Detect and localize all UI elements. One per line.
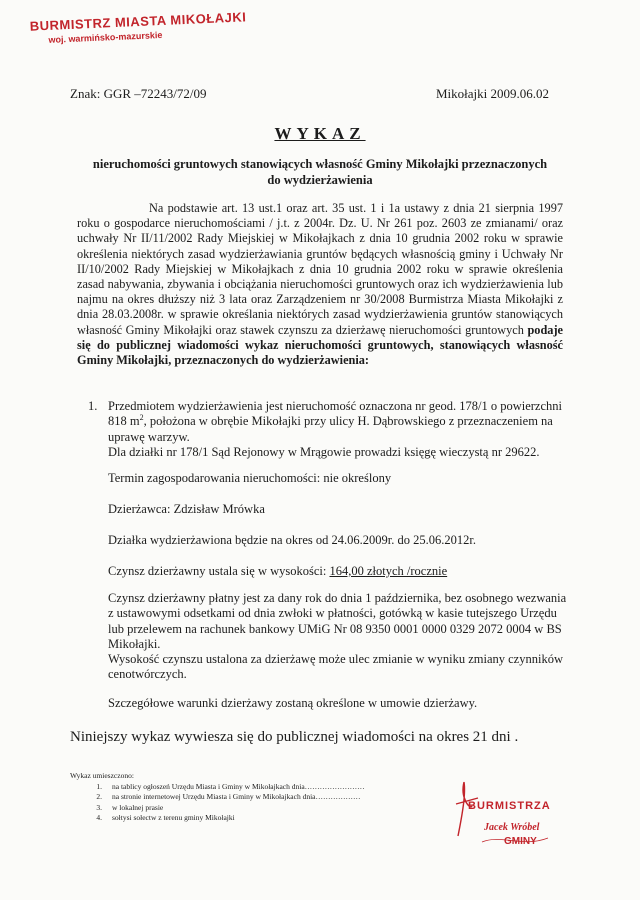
subtitle-line-2: do wydzierżawienia xyxy=(267,173,373,187)
closing-statement: Niniejszy wykaz wywiesza się do publicznej wiadomości na okres 21 dni . xyxy=(70,729,519,745)
posting-footnotes xyxy=(70,771,365,824)
intro-paragraph xyxy=(77,201,563,368)
rent-value: 164,00 złotych /rocznie xyxy=(329,564,448,578)
rent-label: Czynsz dzierżawny ustala się w wysokości: xyxy=(108,564,330,578)
item-description xyxy=(108,399,570,460)
detailed-conditions: Szczegółowe warunki dzierżawy zostaną określone w umowie dzierżawy. xyxy=(108,696,478,710)
footnote-item: 1. na tablicy ogłoszeń Urzędu Miasta i Gminy w Mikołajkach dnia…………………… xyxy=(96,781,365,791)
payment-terms: Czynsz dzierżawny płatny jest za dany rok do dnia 1 października, bez osobnego wezwania z ustawowymi odsetkami od dnia zwłoki w płatności, gotówką w kasie tutejszego Urzędu lub przelewem na rachunek bankowy UMiG Nr 08 9350 0001 0000 0329 2072 0004 w BS Mikołajki. xyxy=(108,591,567,651)
document-subtitle xyxy=(80,156,560,188)
land-registry: Dla działki nr 178/1 Sąd Rejonowy w Mrągowie prowadzi księgę wieczystą nr 29622. xyxy=(108,444,540,459)
signature-stamp-line-1: BURMISTRZA xyxy=(468,800,551,812)
footnote-item: 3. w lokalnej prasie xyxy=(96,802,164,812)
subtitle-line-1: nieruchomości gruntowych stanowiących własność Gminy Mikołajki przeznaczonych xyxy=(92,157,548,171)
stamp-line-2: woj. warmińsko-mazurskie xyxy=(48,29,163,45)
footnote-item: 2. na stronie internetowej Urzędu Miasta i Gminy w Mikołajkach dnia……………… xyxy=(96,792,361,801)
rent-amount xyxy=(108,564,570,579)
item-desc-b: , położona w obrębie Mikołajki przy ulicy H. Dąbrowskiego z przeznaczeniem na uprawę warzyw. xyxy=(108,414,553,444)
development-term: Termin zagospodarowania nieruchomości: nie określony xyxy=(108,471,392,485)
reference-number: Znak: GGR –72243/72/09 xyxy=(70,86,207,101)
intro-text: Na podstawie art. 13 ust.1 oraz art. 35 ust. 1 i 1a ustawy z dnia 21 sierpnia 1997 roku o gospodarce nieruchomościami / j.t. z 2004r. Dz. U. Nr 261 poz. 2603 ze zmianami/ oraz uchwały Nr II/11/2002 Rady Miejskiej w Mikołajkach z dnia 10 grudnia 2002 roku w sprawie określenia niektórych zasad wydzierżawiania gruntów będących własnością gminy i Uchwały Nr II/10/2002 Rady Miejskiej w Mikołajkach z dnia 10 grudnia 2002 roku w sprawie określenia zasad nabywania, zbywania i obciążania nieruchomości gruntowych oraz ich wydzierżawienia lub najmu na okres dłuższy niż 3 lata oraz Zarządzeniem nr 30/2008 Burmistrza Miasta Mikołajki z dnia 28.03.2008r. w sprawie określania niektórych zasad wydzierżawienia gruntów stanowiących własność Gminy Mikołajki oraz stawek czynszu za dzierżawę nieruchomości gruntowych xyxy=(77,201,563,337)
area-unit-superscript: 2 xyxy=(139,413,144,423)
tenant: Dzierżawca: Zdzisław Mrówka xyxy=(108,502,265,516)
stamp-line-1: BURMISTRZ MIASTA MIKOŁAJKI xyxy=(29,9,247,34)
official-stamp xyxy=(30,9,248,45)
rent-change-note: Wysokość czynszu ustalona za dzierżawę może ulec zmianie w wyniku zmiany czynników cenotwórczych. xyxy=(108,652,563,682)
item-desc-a: Przedmiotem wydzierżawienia jest nieruchomość oznaczona nr geod. 178/1 o powierzchni 818 m xyxy=(108,399,563,429)
footnotes-title: Wykaz umieszczono: xyxy=(70,771,134,780)
item-number: 1. xyxy=(88,399,98,413)
lease-period: Działka wydzierżawiona będzie na okres od 24.06.2009r. do 25.06.2012r. xyxy=(108,533,476,547)
document-title: WYKAZ xyxy=(274,124,366,143)
signature-name: Jacek Wróbel xyxy=(484,822,540,833)
signature-stamp xyxy=(452,776,592,856)
intro-bold-text: podaje się do publicznej wiadomości wykaz nieruchomości gruntowych, stanowiących własność Gminy Mikołajki, przeznaczonych do wydzierżawienia: xyxy=(77,322,563,368)
place-date: Mikołajki 2009.06.02 xyxy=(436,86,550,101)
signature-stamp-line-3: GMINY xyxy=(504,836,537,847)
footnote-item: 4. sołtysi sołectw z terenu gminy Mikołajki xyxy=(96,813,235,822)
